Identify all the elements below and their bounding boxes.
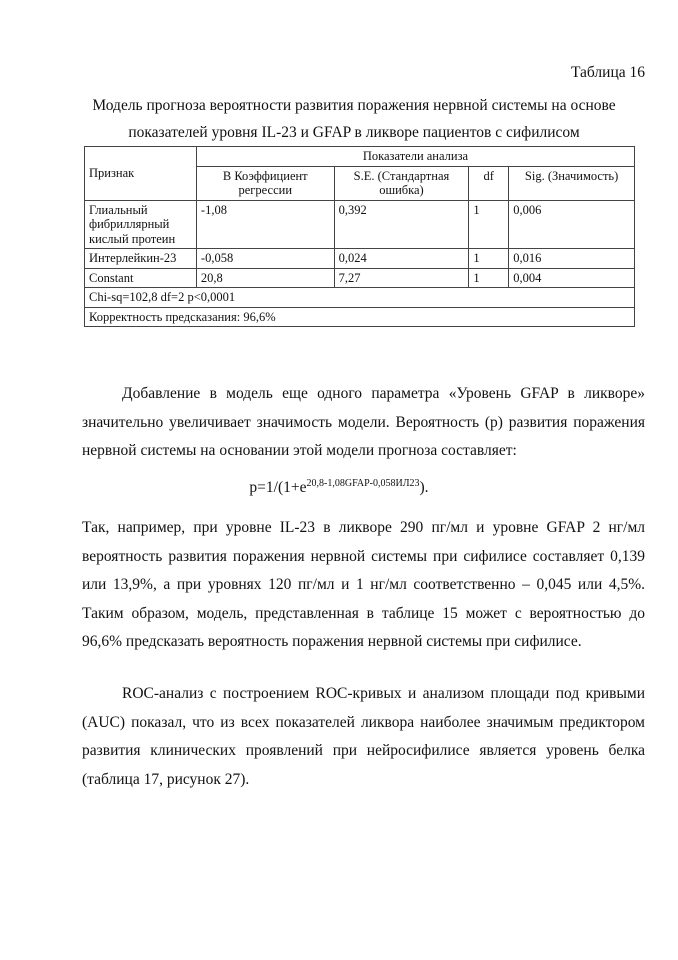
table-row <box>85 249 635 269</box>
paragraph-roc: ROC-анализ с построением ROC-кривых и анализом площади под кривыми (AUC) показал, что из всех показателей ликвора наиболее значимым предиктором развития клинических проявлений при нейросифилисе является уровень белка (таблица 17, рисунок 27). <box>82 685 645 788</box>
formula-exponent: 20,8-1,08GFAP-0,058ИЛ23 <box>306 478 420 489</box>
accuracy-cell: Корректность предсказания: 96,6% <box>85 307 635 327</box>
header-coefficient: В Коэффициент регрессии <box>196 166 334 200</box>
row-df: 1 <box>469 268 509 288</box>
table-header-row <box>85 147 635 167</box>
table-row <box>85 268 635 288</box>
row-feature: Глиальный фибриллярный кислый протеин <box>85 200 197 249</box>
header-sig: Sig. (Значимость) <box>509 166 635 200</box>
row-sig: 0,004 <box>509 268 635 288</box>
row-coefficient: -0,058 <box>196 249 334 269</box>
row-coefficient: 20,8 <box>196 268 334 288</box>
row-se: 0,392 <box>334 200 469 249</box>
table-title-line-1: Модель прогноза вероятности развития поражения нервной системы на основе <box>92 97 616 114</box>
table-title <box>40 92 668 146</box>
row-df: 1 <box>469 249 509 269</box>
header-df: df <box>469 166 509 200</box>
row-se: 0,024 <box>334 249 469 269</box>
row-df: 1 <box>469 200 509 249</box>
row-feature: Интерлейкин-23 <box>85 249 197 269</box>
table-title-line-2: показателей уровня IL-23 и GFAP в ликворе пациентов с сифилисом <box>128 124 580 141</box>
table-row-accuracy <box>85 307 635 327</box>
formula-base: p=1/(1+e <box>249 479 307 496</box>
table-row-chi-sq <box>85 288 635 308</box>
probability-formula <box>0 478 678 497</box>
row-sig: 0,016 <box>509 249 635 269</box>
row-coefficient: -1,08 <box>196 200 334 249</box>
paragraph-model-addition: Добавление в модель еще одного параметра «Уровень GFAP в ликворе» значительно увеличивает значимость модели. Вероятность (p) развития поражения нервной системы на основании этой модели прогноза составляет: <box>82 385 645 459</box>
header-feature: Признак <box>85 147 197 201</box>
regression-table <box>84 146 635 327</box>
header-se: S.E. (Стандартная ошибка) <box>334 166 469 200</box>
row-sig: 0,006 <box>509 200 635 249</box>
formula-close: ). <box>419 479 429 496</box>
row-feature: Constant <box>85 268 197 288</box>
paragraph-example: Так, например, при уровне IL-23 в ликворе 290 пг/мл и уровне GFAP 2 нг/мл вероятность развития поражения нервной системы при сифилисе составляет 0,139 или 13,9%, а при уровнях 120 пг/мл и 1 нг/мл соответственно – 0,045 или 4,5%. Таким образом, модель, представленная в таблице 15 может с вероятностью до 96,6% предсказать вероятность поражения нервной системы при сифилисе. <box>82 519 645 650</box>
table-number-label: Таблица 16 <box>570 64 645 81</box>
chi-sq-cell: Chi-sq=102,8 df=2 p<0,0001 <box>85 288 635 308</box>
row-se: 7,27 <box>334 268 469 288</box>
table-row <box>85 200 635 249</box>
header-group: Показатели анализа <box>196 147 634 167</box>
